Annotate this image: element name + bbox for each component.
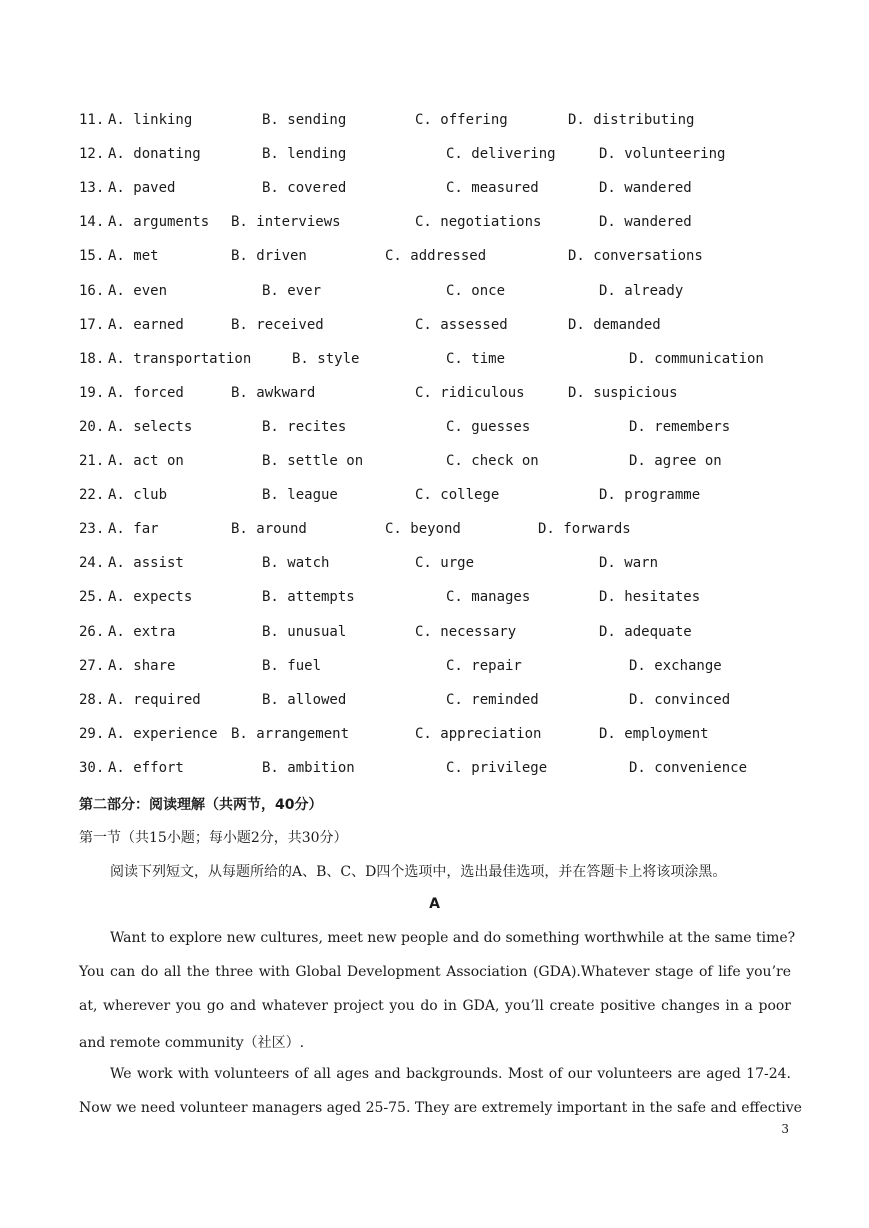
question-row [0,281,869,301]
question-row [0,519,869,539]
question-number: 28. [79,691,105,708]
option-c: C. reminded [446,691,539,708]
option-c: C. negotiations [415,214,542,231]
question-row [0,246,869,266]
question-row [0,758,869,778]
question-number: 27. [79,657,105,674]
option-a: A. donating [108,146,201,163]
option-c: C. beyond [385,521,461,538]
option-a: A. transportation [108,350,252,367]
option-c: C. assessed [415,316,508,333]
option-c: C. appreciation [415,725,542,742]
question-number: 14. [79,214,105,231]
option-b: B. ambition [262,759,355,776]
option-d: D. demanded [568,316,661,333]
option-b: B. covered [262,180,347,197]
option-b: B. unusual [262,623,347,640]
option-c: C. urge [415,555,475,572]
option-d: D. remembers [629,418,731,435]
question-row [0,690,869,710]
option-c: C. manages [446,589,531,606]
option-d: D. employment [599,725,709,742]
option-d: D. volunteering [599,146,726,163]
question-row [0,417,869,437]
question-number: 18. [79,350,105,367]
option-c: C. guesses [446,418,531,435]
passage-line: We work with volunteers of all ages and backgrounds. Most of our volunteers are aged 17-24. [110,1066,791,1082]
question-row [0,110,869,130]
question-number: 29. [79,725,105,742]
question-number: 24. [79,555,105,572]
question-number: 26. [79,623,105,640]
question-row [0,178,869,198]
option-d: D. wandered [599,214,692,231]
option-d: D. programme [599,487,701,504]
option-b: B. league [262,487,338,504]
question-row [0,485,869,505]
option-d: D. forwards [538,521,631,538]
question-number: 30. [79,759,105,776]
option-c: C. necessary [415,623,517,640]
page-number: 3 [781,1122,789,1136]
question-row [0,349,869,369]
question-number: 16. [79,282,105,299]
option-a: A. assist [108,555,184,572]
option-a: A. club [108,487,168,504]
option-b: B. driven [231,248,307,265]
question-number: 23. [79,521,105,538]
option-d: D. communication [629,350,764,367]
part-title: 第二部分：阅读理解（共两节，40分） [79,797,323,813]
option-a: A. share [108,657,176,674]
question-row [0,724,869,744]
question-number: 12. [79,146,105,163]
option-d: D. warn [599,555,659,572]
option-b: B. lending [262,146,347,163]
option-d: D. suspicious [568,384,678,401]
option-b: B. awkward [231,384,316,401]
question-number: 17. [79,316,105,333]
option-c: C. measured [446,180,539,197]
option-c: C. college [415,487,500,504]
option-d: D. adequate [599,623,692,640]
passage-line: Want to explore new cultures, meet new people and do something worthwhile at the same time? [110,930,796,946]
subsection-title: 第一节（共15小题；每小题2分，共30分） [79,830,348,846]
option-d: D. agree on [629,453,722,469]
question-row [0,553,869,573]
question-number: 21. [79,453,105,469]
question-row [0,656,869,676]
option-a: A. expects [108,589,193,606]
option-b: B. allowed [262,691,347,708]
option-a: A. extra [108,623,176,640]
option-c: C. ridiculous [415,384,525,401]
option-a: A. experience [108,725,218,742]
option-b: B. ever [262,282,322,299]
option-a: A. earned [108,316,184,333]
option-a: A. far [108,521,159,538]
option-b: B. style [292,350,360,367]
option-b: B. arrangement [231,725,350,742]
option-c: C. addressed [385,248,487,265]
option-c: C. repair [446,657,522,674]
option-d: D. conversations [568,248,703,265]
option-b: B. fuel [262,657,322,674]
option-d: D. exchange [629,657,722,674]
question-number: 15. [79,248,105,265]
question-row [0,451,869,471]
option-c: C. time [446,350,506,367]
option-a: A. act on [108,453,184,469]
option-c: C. delivering [446,146,556,163]
option-a: A. required [108,691,201,708]
passage-line: Now we need volunteer managers aged 25-75. They are extremely important in the safe and effective [79,1100,802,1116]
question-row [0,587,869,607]
option-a: A. forced [108,384,184,401]
option-d: D. already [599,282,684,299]
question-row [0,144,869,164]
option-d: D. convenience [629,759,748,776]
passage-line: at, wherever you go and whatever project you do in GDA, you’ll create positive changes in a poor [79,998,791,1014]
option-c: C. once [446,282,506,299]
option-b: B. received [231,316,324,333]
option-d: D. distributing [568,112,695,128]
option-b: B. settle on [262,453,364,469]
option-d: D. convinced [629,691,731,708]
option-a: A. selects [108,418,193,435]
question-number: 20. [79,418,105,435]
option-d: D. wandered [599,180,692,197]
option-d: D. hesitates [599,589,701,606]
option-b: B. recites [262,418,347,435]
option-a: A. paved [108,180,176,197]
passage-letter: A [429,896,440,912]
question-number: 13. [79,180,105,197]
question-number: 11. [79,112,105,128]
option-b: B. attempts [262,589,355,606]
instruction: 阅读下列短文，从每题所给的A、B、C、D四个选项中，选出最佳选项，并在答题卡上将该项涂黑。 [110,864,727,880]
option-a: A. even [108,282,168,299]
question-row [0,212,869,232]
option-b: B. watch [262,555,330,572]
passage-line: and remote community（社区）. [79,1035,305,1051]
option-c: C. privilege [446,759,548,776]
passage-line: You can do all the three with Global Development Association (GDA).Whatever stage of life you’re [79,964,791,980]
option-a: A. met [108,248,159,265]
question-row [0,315,869,335]
option-a: A. linking [108,112,193,128]
question-number: 22. [79,487,105,504]
option-b: B. around [231,521,307,538]
option-c: C. check on [446,453,539,469]
option-c: C. offering [415,112,508,128]
option-a: A. arguments [108,214,210,231]
question-row [0,622,869,642]
option-b: B. sending [262,112,347,128]
option-b: B. interviews [231,214,341,231]
option-a: A. effort [108,759,184,776]
question-number: 25. [79,589,105,606]
question-number: 19. [79,384,105,401]
question-row [0,383,869,403]
